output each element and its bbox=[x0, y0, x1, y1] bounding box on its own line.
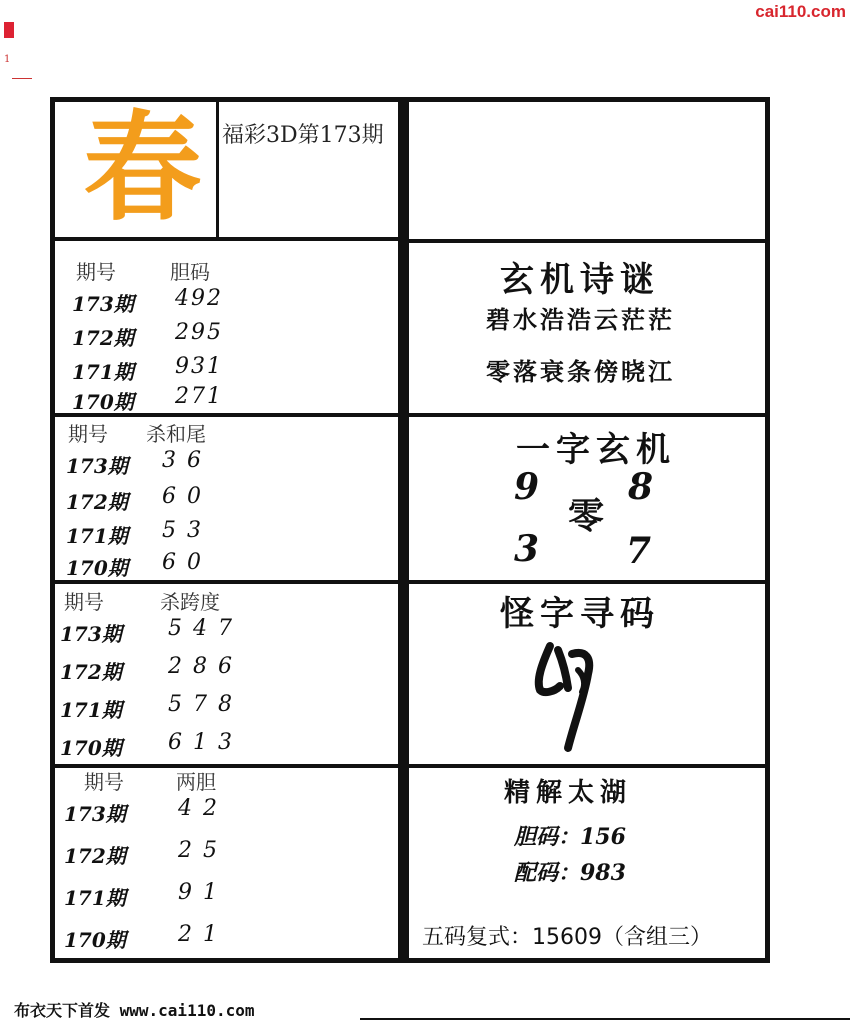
jingjie-pei: 配码：983 bbox=[514, 860, 626, 886]
footer-source: 布衣天下首发 www.cai110.com bbox=[14, 1001, 255, 1020]
jingjie-dan: 胆码：156 bbox=[514, 824, 626, 850]
divider-right-4 bbox=[406, 764, 770, 768]
s3-col-period: 期号 bbox=[64, 590, 104, 614]
s3-row1-period: 173期 bbox=[60, 622, 122, 646]
s4-row2-period: 172期 bbox=[64, 844, 126, 868]
s2-row1-value: 3 6 bbox=[162, 448, 203, 473]
s1-row2-period: 172期 bbox=[72, 326, 134, 350]
jingjie-wuma: 五码复式：15609（含组三） bbox=[422, 925, 712, 950]
s3-row4-period: 170期 bbox=[60, 736, 122, 760]
s3-row4-value: 6 1 3 bbox=[168, 730, 234, 755]
s2-col-period: 期号 bbox=[68, 422, 108, 446]
poem-title: 玄机诗谜 bbox=[500, 260, 660, 300]
center-divider bbox=[398, 97, 409, 963]
s3-row3-period: 171期 bbox=[60, 698, 122, 722]
site-watermark-top: cai110.com bbox=[755, 2, 846, 21]
poem-line-2: 零落衰条傍晓江 bbox=[486, 357, 675, 386]
header-cell-divider bbox=[216, 100, 219, 238]
s2-row3-value: 5 3 bbox=[162, 518, 203, 543]
s1-row4-period: 170期 bbox=[72, 390, 134, 414]
s1-row4-value: 271 bbox=[175, 384, 223, 409]
s4-col-value: 两胆 bbox=[176, 770, 216, 794]
divider-left-1 bbox=[50, 237, 402, 241]
s3-row2-value: 2 8 6 bbox=[168, 654, 234, 679]
s4-row4-value: 2 1 bbox=[178, 922, 219, 947]
s4-row3-period: 171期 bbox=[64, 886, 126, 910]
footer-line bbox=[360, 1018, 850, 1020]
yizi-num-bottom-left: 3 bbox=[514, 528, 540, 570]
s2-col-value: 杀和尾 bbox=[146, 422, 206, 446]
s2-row4-period: 170期 bbox=[66, 556, 128, 580]
spring-character: 春 bbox=[83, 98, 202, 237]
s1-row1-period: 173期 bbox=[72, 292, 134, 316]
s3-col-value: 杀跨度 bbox=[160, 590, 220, 614]
yizi-num-top-left: 9 bbox=[514, 466, 540, 508]
yizi-center-char: 零 bbox=[568, 495, 605, 537]
s2-row3-period: 171期 bbox=[66, 524, 128, 548]
s4-row2-value: 2 5 bbox=[178, 838, 219, 863]
s4-row3-value: 9 1 bbox=[178, 880, 219, 905]
jingjie-title: 精解太湖 bbox=[504, 778, 633, 808]
issue-title: 福彩3D第173期 bbox=[222, 123, 384, 148]
s4-col-period: 期号 bbox=[84, 770, 124, 794]
yizi-num-top-right: 8 bbox=[628, 466, 654, 508]
divider-right-2 bbox=[406, 413, 770, 417]
s1-row3-value: 931 bbox=[175, 354, 223, 379]
guaizi-title: 怪字寻码 bbox=[500, 594, 660, 634]
s2-row2-period: 172期 bbox=[66, 490, 128, 514]
s3-row3-value: 5 7 8 bbox=[168, 692, 234, 717]
s2-row2-value: 6 0 bbox=[162, 484, 203, 509]
divider-right-1 bbox=[406, 239, 770, 243]
s1-col-value: 胆码 bbox=[170, 260, 210, 284]
s2-row4-value: 6 0 bbox=[162, 550, 203, 575]
poem-line-1: 碧水浩浩云茫茫 bbox=[486, 305, 675, 334]
divider-right-3 bbox=[406, 580, 770, 584]
s4-row4-period: 170期 bbox=[64, 928, 126, 952]
s1-row2-value: 295 bbox=[175, 320, 223, 345]
yizi-title: 一字玄机 bbox=[516, 430, 676, 470]
s1-row1-value: 492 bbox=[175, 286, 223, 311]
s1-col-period: 期号 bbox=[76, 260, 116, 284]
s2-row1-period: 173期 bbox=[66, 454, 128, 478]
strange-character-glyph bbox=[528, 640, 608, 758]
s4-row1-period: 173期 bbox=[64, 802, 126, 826]
s3-row1-value: 5 4 7 bbox=[168, 616, 234, 641]
s1-row3-period: 171期 bbox=[72, 360, 134, 384]
yizi-num-bottom-right: 7 bbox=[626, 530, 652, 572]
s3-row2-period: 172期 bbox=[60, 660, 122, 684]
corner-logo-fragment: 1 bbox=[0, 18, 34, 98]
s4-row1-value: 4 2 bbox=[178, 796, 219, 821]
